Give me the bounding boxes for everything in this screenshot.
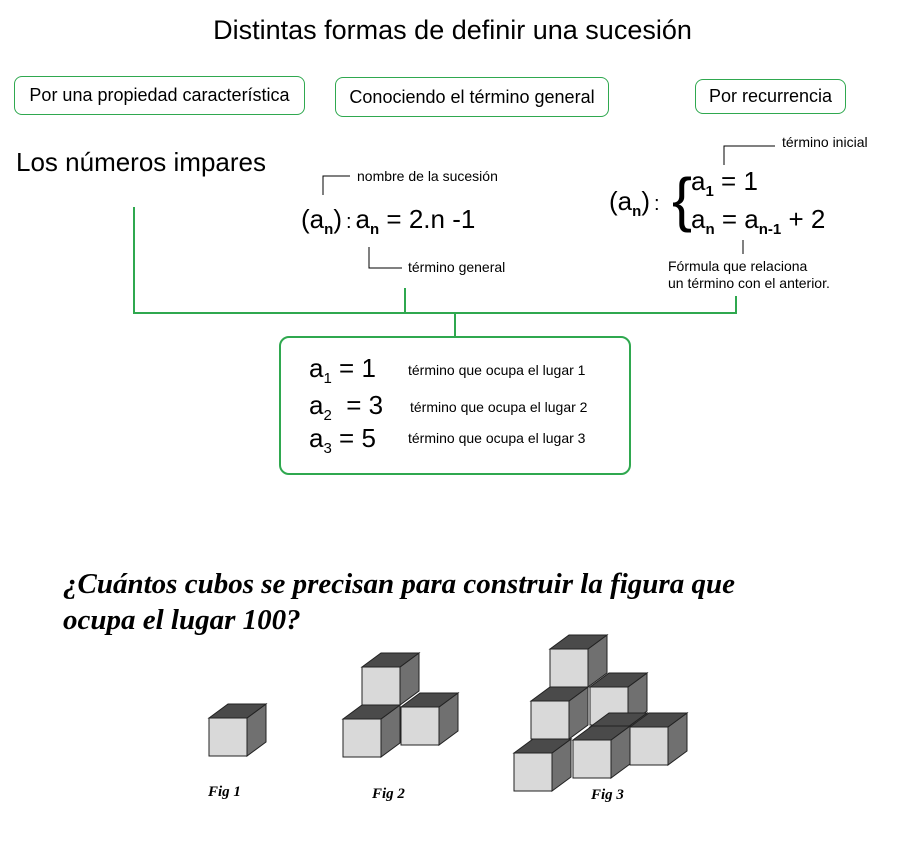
term-3-description: término que ocupa el lugar 3	[408, 430, 586, 446]
cube-front-face	[573, 740, 611, 778]
example-heading: Los números impares	[16, 147, 266, 177]
cube-front-face	[531, 701, 569, 739]
page-title: Distintas formas de definir una sucesión	[213, 15, 692, 45]
cube-front-face	[401, 707, 439, 745]
cube-front-face	[630, 727, 668, 765]
method-general-term-box	[335, 77, 609, 117]
term-1-description: término que ocupa el lugar 1	[408, 362, 586, 378]
method-recurrence-label: Por recurrencia	[708, 86, 833, 106]
fig-2-label: Fig 2	[372, 786, 405, 802]
term-2-description: término que ocupa el lugar 2	[410, 399, 588, 415]
label-sequence-name: nombre de la sucesión	[357, 168, 498, 184]
method-general-term-label: Conociendo el término general	[349, 86, 595, 107]
term-1-symbol: $a_1 = 1$	[309, 353, 376, 387]
cube-front-face	[550, 649, 588, 687]
fig-1-label: Fig 1	[208, 784, 241, 800]
cube-front-face	[343, 719, 381, 757]
label-initial-term: término inicial	[782, 134, 868, 150]
cube-front-face	[362, 667, 400, 705]
cube-figures	[209, 635, 687, 791]
term-2-symbol: $a_2 = 3$	[309, 390, 384, 424]
recurrence-seq-name: $(a_n)$ :	[609, 186, 660, 220]
label-recurrence-formula: Fórmula que relaciona un término con el anterior.	[668, 258, 830, 291]
recurrence-line-2: $a_n = a_{n-1} + 2$	[691, 204, 826, 238]
label-general-term: término general	[408, 259, 506, 275]
method-property-box	[14, 76, 305, 115]
recurrence-line-1: $a_1 = 1$	[691, 166, 758, 200]
general-formula: $(a_n)$ : $a_n = 2.n$ -1	[301, 204, 476, 238]
method-property-label: Por una propiedad característica	[29, 85, 290, 105]
method-recurrence-box	[695, 79, 846, 114]
recurrence-brace: {	[672, 166, 693, 233]
term-3-symbol: $a_3 = 5$	[309, 423, 376, 457]
fig-3-label: Fig 3	[591, 787, 624, 803]
cube-front-face	[209, 718, 247, 756]
question: ¿Cuántos cubos se precisan para construir la figura que ocupa el lugar 100?	[63, 568, 735, 636]
cube-front-face	[514, 753, 552, 791]
